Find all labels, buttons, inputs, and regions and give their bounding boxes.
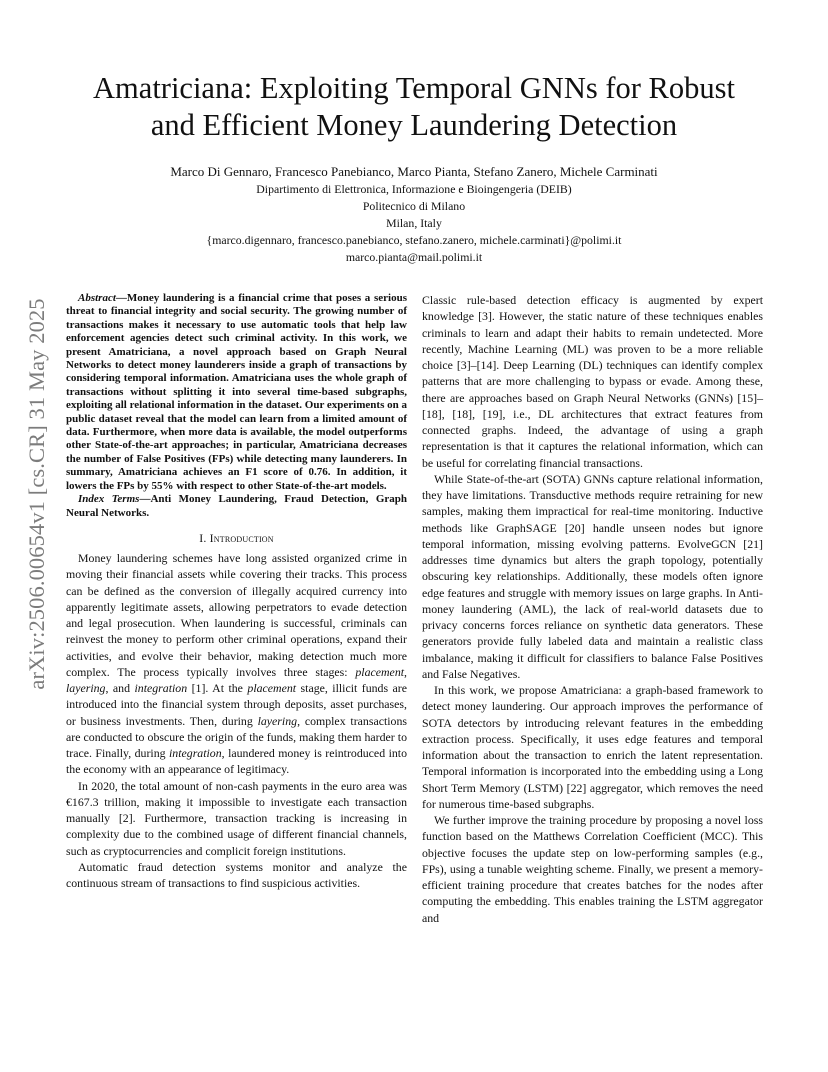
arxiv-identifier-text: arXiv:2506.00654v1 [cs.CR] 31 May 2025 bbox=[24, 297, 49, 690]
intro-paragraph-4: Classic rule-based detection efficacy is augmented by expert knowledge [3]. However, the static nature of these techniques enables criminals to learn and adapt their habits to remain undetected. More recently, Machine Learning (ML) was proven to be a more reliable choice [3]–[14]. Deep Learning (DL) techniques can identify complex patterns that are more challenging to bypass or evade. Among these, there are approaches based on Graph Neural Networks (GNNs) [15]–[18], [18], [19], i.e., DL architectures that extract features from connected graphs. Indeed, the advantage of using a graph representation is that it captures the relational information, which can be useful for correlating financial transactions. bbox=[422, 293, 763, 470]
section-heading-introduction bbox=[66, 530, 407, 546]
index-terms-text: —Anti Money Laundering, Fraud Detection, Graph Neural Networks. bbox=[66, 493, 407, 519]
index-terms bbox=[66, 493, 407, 520]
abstract-lead: Abstract bbox=[78, 292, 116, 304]
abstract bbox=[66, 292, 407, 493]
author-emails: {marco.digennaro, francesco.panebianco, stefano.zanero, michele.carminati}@polimi.it bbox=[206, 233, 622, 247]
author-email-secondary: marco.pianta@mail.polimi.it bbox=[345, 250, 483, 264]
paper-title bbox=[40, 70, 788, 144]
left-column bbox=[66, 292, 407, 891]
paper-title-line-1: Amatriciana: Exploiting Temporal GNNs for Robust bbox=[93, 71, 735, 105]
intro-paragraph-6: In this work, we propose Amatriciana: a graph-based framework to detect money laundering. Our approach improves the performance of SOTA detectors by introducing relevant features in the embedding extraction process. Specifically, it uses edge features and temporal information about the transaction to enrich the latent representation. Temporal information is incorporated into the embedding using a Long Short Term Memory (LSTM) [22] aggregator, which removes the need for numerous time-based subgraphs. bbox=[422, 683, 763, 811]
author-list: Marco Di Gennaro, Francesco Panebianco, Marco Pianta, Stefano Zanero, Michele Carminati bbox=[170, 164, 658, 179]
intro-paragraph-3: Automatic fraud detection systems monitor and analyze the continuous stream of transactions to find suspicious activities. bbox=[66, 859, 407, 891]
intro-paragraph-7: We further improve the training procedure by proposing a novel loss function based on the Matthews Correlation Coefficient (MCC). This objective focuses the update step on low-performing samples (e.g., FPs), using a tunable weighting scheme. Finally, we present a memory-efficient training procedure that creates batches for the nodes after computing the embedding. This enables training the LSTM aggregator and bbox=[422, 813, 763, 925]
paper-title-line-2: and Efficient Money Laundering Detection bbox=[150, 108, 678, 142]
intro-paragraph-5: While State-of-the-art (SOTA) GNNs capture relational information, they have limitations. Transductive methods require retraining for new samples, making them impractical for real-time monitoring. Inductive methods like GraphSAGE [20] handle unseen nodes but ignore temporal information, missing evolving patterns. EvolveGCN [21] addresses time dynamics but alters the graph topology, potentially obscuring key relationships. Additionally, these models often ignore edge features and struggle with memory issues on large graphs. In Anti-money laundering (AML), the lack of real-world datasets due to privacy concerns forces reliance on synthetic data generators. These generators provide fully labeled data and maintain a realistic class imbalance, making it difficult for classifiers to balance False Positives and False Negatives. bbox=[422, 471, 763, 681]
affiliation-city: Milan, Italy bbox=[386, 216, 442, 230]
arxiv-identifier-stamp bbox=[22, 296, 52, 691]
section-number: I. bbox=[199, 530, 210, 545]
intro-paragraph-2: In 2020, the total amount of non-cash payments in the euro area was €167.3 trillion, making it impossible to investigate each transaction manually [2]. Furthermore, transaction tracking is increasing in complexity due to the combined usage of different financial channels, such as cryptocurrencies and complicit foreign institutions. bbox=[66, 778, 407, 858]
index-terms-lead: Index Terms bbox=[78, 493, 140, 506]
affiliation-department: Dipartimento di Elettronica, Informazione e Bioingengeria (DEIB) bbox=[256, 182, 572, 196]
intro-paragraph-1: Money laundering schemes have long assisted organized crime in moving their financial assets while covering their tracks. This process can be defined as the conversion of illegally acquired currency into apparently legitimate assets, allowing perpetrators to evade detection and legal prosecution. When laundering is successful, criminals can reinvest the money to perform other criminal operations, expand their activities, and evolve their behavior, making detection much more complex. The process typically involves three stages: placement, layering, and integration [1]. At the placement stage, illicit funds are introduced into the financial system through deposits, asset purchases, or business investments. Then, during layering, complex transactions are conducted to obscure the origin of the funds, making them harder to trace. Finally, during integration, laundered money is reintroduced into the economy with an appearance of legitimacy. bbox=[66, 551, 408, 777]
right-column bbox=[422, 292, 763, 926]
abstract-text: —Money laundering is a financial crime that poses a serious threat to financial integrity and social security. The growing number of transactions makes it necessary to use automatic tools that help law enforcement agencies detect such criminal activity. In this work, we present Amatriciana, a novel approach based on Graph Neural Networks to detect money launderers inside a graph of transactions by considering temporal information. Amatriciana uses the whole graph of transactions without splitting it into several time-based subgraphs, exploiting all relational information in the dataset. Our experiments on a public dataset reveal that the model can learn from a limited amount of data. Furthermore, when more data is available, the model outperforms other State-of-the-art approaches; in particular, Amatriciana decreases the number of False Positives (FPs) while detecting many launderers. In summary, Amatriciana achieves an F1 score of 0.76. In addition, it lowers the FPs by 55% with respect to other State-of-the-art models. bbox=[66, 292, 407, 492]
section-title: Introduction bbox=[209, 530, 274, 545]
affiliation-institution: Politecnico di Milano bbox=[362, 199, 466, 213]
